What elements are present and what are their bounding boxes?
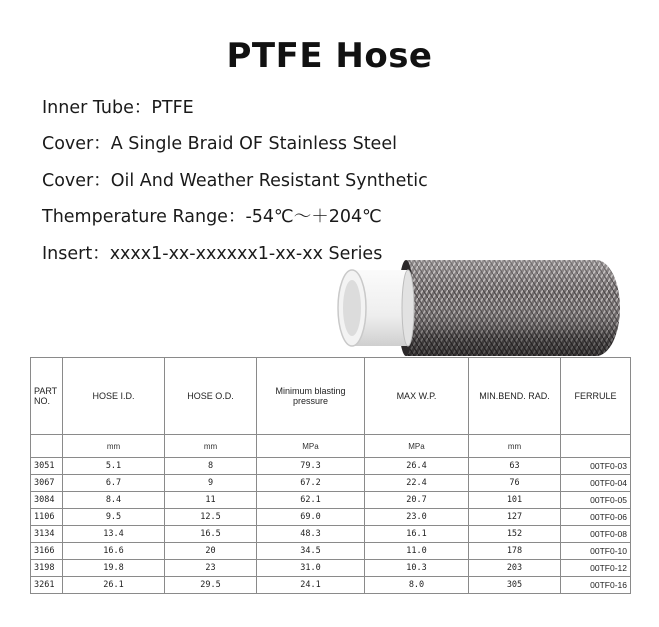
cell-hose-od: 8 (165, 458, 257, 475)
col-header-part-no: PART NO. (31, 358, 63, 435)
spec-table (30, 357, 631, 594)
cell-hose-id: 16.6 (63, 543, 165, 560)
cell-blasting-pressure: 62.1 (257, 492, 365, 509)
col-header-hose-od: HOSE O.D. (165, 358, 257, 435)
cell-max-wp: 26.4 (365, 458, 469, 475)
unit-cell: MPa (365, 435, 469, 458)
table-row (31, 475, 631, 492)
cell-hose-od: 23 (165, 560, 257, 577)
cell-bend-rad: 76 (469, 475, 561, 492)
cell-ferrule: 00TF0-10 (561, 543, 631, 560)
cell-bend-rad: 127 (469, 509, 561, 526)
cell-hose-id: 19.8 (63, 560, 165, 577)
cell-hose-od: 11 (165, 492, 257, 509)
unit-cell (31, 435, 63, 458)
spec-cover-synthetic (42, 167, 428, 192)
cell-max-wp: 16.1 (365, 526, 469, 543)
cell-hose-id: 5.1 (63, 458, 165, 475)
cell-hose-od: 29.5 (165, 577, 257, 594)
table-row (31, 560, 631, 577)
cell-max-wp: 23.0 (365, 509, 469, 526)
cell-ferrule: 00TF0-08 (561, 526, 631, 543)
spec-inner-tube (42, 94, 194, 119)
cell-blasting-pressure: 67.2 (257, 475, 365, 492)
table-row (31, 509, 631, 526)
spec-label: Inner Tube： (42, 98, 152, 118)
table-row (31, 543, 631, 560)
col-header-min-bend-rad: MIN.BEND. RAD. (469, 358, 561, 435)
cell-part-no: 3198 (31, 560, 63, 577)
cell-max-wp: 22.4 (365, 475, 469, 492)
cell-blasting-pressure: 24.1 (257, 577, 365, 594)
spec-value: xxxx1-xx-xxxxxx1-xx-xx Series (109, 244, 383, 264)
cell-blasting-pressure: 31.0 (257, 560, 365, 577)
cell-hose-od: 20 (165, 543, 257, 560)
cell-part-no: 3261 (31, 577, 63, 594)
col-header-ferrule: FERRULE (561, 358, 631, 435)
table-row (31, 577, 631, 594)
spec-label: Cover： (42, 134, 111, 154)
table-row (31, 458, 631, 475)
cell-hose-id: 9.5 (63, 509, 165, 526)
cell-blasting-pressure: 79.3 (257, 458, 365, 475)
cell-ferrule: 00TF0-12 (561, 560, 631, 577)
cell-bend-rad: 101 (469, 492, 561, 509)
cell-hose-od: 16.5 (165, 526, 257, 543)
cell-bend-rad: 178 (469, 543, 561, 560)
col-header-hose-id: HOSE I.D. (63, 358, 165, 435)
col-header-max-wp: MAX W.P. (365, 358, 469, 435)
cell-ferrule: 00TF0-06 (561, 509, 631, 526)
table-row (31, 492, 631, 509)
cell-max-wp: 10.3 (365, 560, 469, 577)
cell-part-no: 3166 (31, 543, 63, 560)
unit-cell: mm (63, 435, 165, 458)
cell-ferrule: 00TF0-04 (561, 475, 631, 492)
cell-bend-rad: 203 (469, 560, 561, 577)
cell-hose-id: 26.1 (63, 577, 165, 594)
table-header-row (31, 358, 631, 435)
cell-hose-id: 13.4 (63, 526, 165, 543)
cell-part-no: 3067 (31, 475, 63, 492)
table-row (31, 526, 631, 543)
cell-ferrule: 00TF0-05 (561, 492, 631, 509)
spec-temperature-range (42, 203, 382, 228)
cell-max-wp: 11.0 (365, 543, 469, 560)
cell-bend-rad: 63 (469, 458, 561, 475)
unit-cell (561, 435, 631, 458)
cell-bend-rad: 305 (469, 577, 561, 594)
cell-bend-rad: 152 (469, 526, 561, 543)
cell-ferrule: 00TF0-16 (561, 577, 631, 594)
cell-ferrule: 00TF0-03 (561, 458, 631, 475)
cell-part-no: 3084 (31, 492, 63, 509)
spec-label: Cover： (42, 171, 111, 191)
cell-blasting-pressure: 48.3 (257, 526, 365, 543)
cell-part-no: 3134 (31, 526, 63, 543)
spec-value: Oil And Weather Resistant Synthetic (110, 171, 428, 191)
hose-image (328, 258, 628, 358)
cell-hose-od: 9 (165, 475, 257, 492)
cell-blasting-pressure: 69.0 (257, 509, 365, 526)
spec-label: Insert： (42, 244, 110, 264)
cell-part-no: 1106 (31, 509, 63, 526)
cell-hose-id: 6.7 (63, 475, 165, 492)
units-row (31, 435, 631, 458)
cell-hose-id: 8.4 (63, 492, 165, 509)
spec-value: A Single Braid OF Stainless Steel (110, 134, 397, 154)
col-header-min-blasting-pressure: Minimum blasting pressure (257, 358, 365, 435)
spec-value: -54℃～＋204℃ (245, 207, 382, 227)
page-title: PTFE Hose (226, 36, 433, 76)
spec-cover-braid (42, 130, 397, 155)
cell-hose-od: 12.5 (165, 509, 257, 526)
unit-cell: mm (165, 435, 257, 458)
cell-max-wp: 8.0 (365, 577, 469, 594)
cell-max-wp: 20.7 (365, 492, 469, 509)
unit-cell: mm (469, 435, 561, 458)
spec-label: Themperature Range： (42, 207, 246, 227)
unit-cell: MPa (257, 435, 365, 458)
cell-blasting-pressure: 34.5 (257, 543, 365, 560)
spec-value: PTFE (151, 98, 194, 118)
cell-part-no: 3051 (31, 458, 63, 475)
